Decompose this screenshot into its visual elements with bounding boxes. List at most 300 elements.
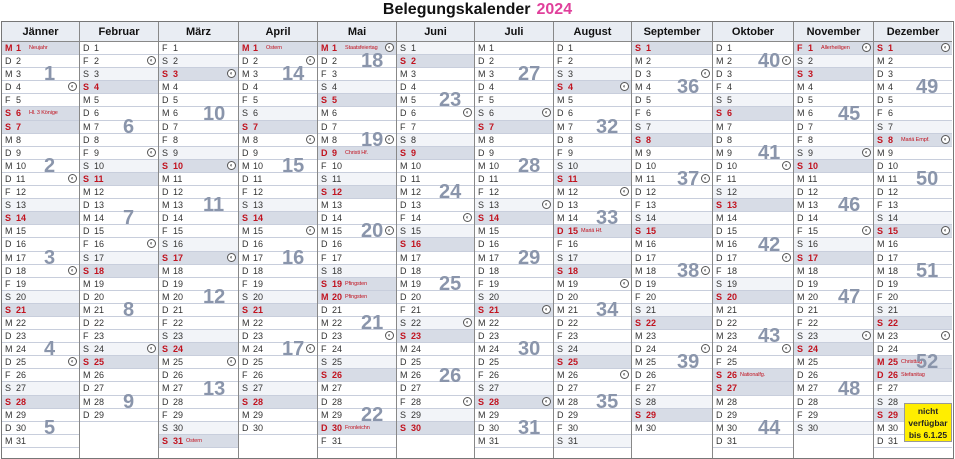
day-cell[interactable]: [397, 225, 474, 238]
day-cell[interactable]: [713, 409, 793, 422]
day-cell[interactable]: [713, 186, 793, 199]
day-cell[interactable]: [80, 252, 158, 265]
day-cell[interactable]: [632, 291, 712, 304]
day-cell[interactable]: [2, 356, 79, 369]
day-cell[interactable]: [632, 343, 712, 356]
day-cell[interactable]: [159, 212, 238, 225]
day-cell[interactable]: [794, 94, 873, 107]
day-cell[interactable]: [632, 396, 712, 409]
day-cell[interactable]: [2, 147, 79, 160]
day-cell[interactable]: [159, 356, 238, 369]
day-cell[interactable]: [475, 42, 553, 55]
day-cell[interactable]: [2, 435, 79, 448]
day-cell[interactable]: [874, 382, 952, 395]
day-cell[interactable]: [318, 435, 396, 448]
day-cell[interactable]: [2, 369, 79, 382]
day-cell[interactable]: [318, 186, 396, 199]
day-cell[interactable]: [318, 212, 396, 225]
day-cell[interactable]: [80, 369, 158, 382]
day-cell[interactable]: [632, 173, 712, 186]
day-cell[interactable]: [80, 147, 158, 160]
day-cell[interactable]: [239, 55, 317, 68]
day-cell[interactable]: [397, 265, 474, 278]
day-cell[interactable]: [239, 173, 317, 186]
day-cell[interactable]: [554, 81, 631, 94]
day-cell[interactable]: [874, 173, 952, 186]
day-cell[interactable]: [397, 94, 474, 107]
day-cell[interactable]: [632, 134, 712, 147]
day-cell[interactable]: [713, 304, 793, 317]
day-cell[interactable]: [80, 396, 158, 409]
day-cell[interactable]: [554, 160, 631, 173]
day-cell[interactable]: [874, 291, 952, 304]
day-cell[interactable]: [318, 55, 396, 68]
day-cell[interactable]: [794, 225, 873, 238]
day-cell[interactable]: [554, 252, 631, 265]
day-cell[interactable]: [397, 81, 474, 94]
day-cell[interactable]: [874, 252, 952, 265]
day-cell[interactable]: [713, 291, 793, 304]
day-cell[interactable]: [554, 278, 631, 291]
day-cell[interactable]: [713, 94, 793, 107]
day-cell[interactable]: [80, 225, 158, 238]
day-cell[interactable]: [159, 94, 238, 107]
day-cell[interactable]: [159, 225, 238, 238]
day-cell[interactable]: [554, 225, 631, 238]
day-cell[interactable]: [632, 94, 712, 107]
day-cell[interactable]: [475, 409, 553, 422]
day-cell[interactable]: [80, 278, 158, 291]
day-cell[interactable]: [318, 42, 396, 55]
day-cell[interactable]: [475, 160, 553, 173]
day-cell[interactable]: [80, 94, 158, 107]
day-cell[interactable]: [475, 107, 553, 120]
day-cell[interactable]: [794, 330, 873, 343]
day-cell[interactable]: [794, 173, 873, 186]
day-cell[interactable]: [475, 343, 553, 356]
day-cell[interactable]: [2, 81, 79, 94]
day-cell[interactable]: [80, 55, 158, 68]
day-cell[interactable]: [239, 186, 317, 199]
day-cell[interactable]: [794, 199, 873, 212]
day-cell[interactable]: [159, 121, 238, 134]
day-cell[interactable]: [794, 409, 873, 422]
day-cell[interactable]: [80, 409, 158, 422]
day-cell[interactable]: [397, 382, 474, 395]
day-cell[interactable]: [159, 186, 238, 199]
day-cell[interactable]: [874, 343, 952, 356]
day-cell[interactable]: [713, 369, 793, 382]
day-cell[interactable]: [397, 252, 474, 265]
day-cell[interactable]: [554, 212, 631, 225]
day-cell[interactable]: [80, 382, 158, 395]
day-cell[interactable]: [475, 147, 553, 160]
day-cell[interactable]: [554, 265, 631, 278]
day-cell[interactable]: [794, 265, 873, 278]
day-cell[interactable]: [159, 81, 238, 94]
day-cell[interactable]: [397, 369, 474, 382]
day-cell[interactable]: [239, 369, 317, 382]
day-cell[interactable]: [318, 409, 396, 422]
day-cell[interactable]: [397, 422, 474, 435]
day-cell[interactable]: [318, 382, 396, 395]
day-cell[interactable]: [554, 356, 631, 369]
day-cell[interactable]: [239, 317, 317, 330]
day-cell[interactable]: [2, 382, 79, 395]
day-cell[interactable]: [397, 409, 474, 422]
day-cell[interactable]: [632, 278, 712, 291]
day-cell[interactable]: [475, 369, 553, 382]
day-cell[interactable]: [874, 94, 952, 107]
day-cell[interactable]: [2, 265, 79, 278]
day-cell[interactable]: [874, 278, 952, 291]
day-cell[interactable]: [239, 160, 317, 173]
day-cell[interactable]: [318, 68, 396, 81]
day-cell[interactable]: [475, 134, 553, 147]
day-cell[interactable]: [554, 186, 631, 199]
day-cell[interactable]: [554, 343, 631, 356]
day-cell[interactable]: [159, 238, 238, 251]
day-cell[interactable]: [318, 225, 396, 238]
day-cell[interactable]: [159, 382, 238, 395]
day-cell[interactable]: [632, 304, 712, 317]
day-cell[interactable]: [713, 265, 793, 278]
day-cell[interactable]: [239, 265, 317, 278]
day-cell[interactable]: [554, 173, 631, 186]
day-cell[interactable]: [475, 304, 553, 317]
day-cell[interactable]: [318, 422, 396, 435]
day-cell[interactable]: [159, 369, 238, 382]
day-cell[interactable]: [397, 186, 474, 199]
day-cell[interactable]: [475, 291, 553, 304]
day-cell[interactable]: [794, 42, 873, 55]
day-cell[interactable]: [80, 343, 158, 356]
day-cell[interactable]: [794, 382, 873, 395]
day-cell[interactable]: [2, 68, 79, 81]
day-cell[interactable]: [475, 435, 553, 448]
day-cell[interactable]: [874, 147, 952, 160]
day-cell[interactable]: [554, 42, 631, 55]
day-cell[interactable]: [475, 94, 553, 107]
day-cell[interactable]: [239, 225, 317, 238]
day-cell[interactable]: [554, 317, 631, 330]
day-cell[interactable]: [159, 265, 238, 278]
day-cell[interactable]: [874, 369, 952, 382]
day-cell[interactable]: [239, 343, 317, 356]
day-cell[interactable]: [239, 291, 317, 304]
day-cell[interactable]: [239, 212, 317, 225]
day-cell[interactable]: [318, 369, 396, 382]
day-cell[interactable]: [2, 409, 79, 422]
day-cell[interactable]: [397, 147, 474, 160]
day-cell[interactable]: [159, 343, 238, 356]
day-cell[interactable]: [713, 382, 793, 395]
day-cell[interactable]: [475, 396, 553, 409]
day-cell[interactable]: [632, 42, 712, 55]
day-cell[interactable]: [475, 173, 553, 186]
day-cell[interactable]: [632, 330, 712, 343]
day-cell[interactable]: [397, 396, 474, 409]
day-cell[interactable]: [475, 68, 553, 81]
day-cell[interactable]: [159, 199, 238, 212]
day-cell[interactable]: [874, 238, 952, 251]
day-cell[interactable]: [159, 68, 238, 81]
day-cell[interactable]: [713, 107, 793, 120]
day-cell[interactable]: [80, 356, 158, 369]
day-cell[interactable]: [632, 317, 712, 330]
day-cell[interactable]: [80, 160, 158, 173]
day-cell[interactable]: [159, 409, 238, 422]
day-cell[interactable]: [475, 356, 553, 369]
day-cell[interactable]: [2, 238, 79, 251]
day-cell[interactable]: [80, 317, 158, 330]
day-cell[interactable]: [554, 396, 631, 409]
day-cell[interactable]: [554, 134, 631, 147]
day-cell[interactable]: [475, 225, 553, 238]
day-cell[interactable]: [397, 55, 474, 68]
day-cell[interactable]: [713, 317, 793, 330]
day-cell[interactable]: [397, 343, 474, 356]
day-cell[interactable]: [397, 238, 474, 251]
day-cell[interactable]: [794, 186, 873, 199]
day-cell[interactable]: [80, 238, 158, 251]
day-cell[interactable]: [397, 317, 474, 330]
day-cell[interactable]: [397, 173, 474, 186]
day-cell[interactable]: [80, 81, 158, 94]
day-cell[interactable]: [475, 186, 553, 199]
day-cell[interactable]: [713, 422, 793, 435]
day-cell[interactable]: [159, 55, 238, 68]
day-cell[interactable]: [794, 304, 873, 317]
day-cell[interactable]: [713, 225, 793, 238]
day-cell[interactable]: [794, 291, 873, 304]
day-cell[interactable]: [713, 343, 793, 356]
day-cell[interactable]: [318, 94, 396, 107]
day-cell[interactable]: [159, 147, 238, 160]
day-cell[interactable]: [239, 278, 317, 291]
day-cell[interactable]: [318, 291, 396, 304]
day-cell[interactable]: [159, 160, 238, 173]
day-cell[interactable]: [713, 42, 793, 55]
day-cell[interactable]: [874, 134, 952, 147]
day-cell[interactable]: [554, 422, 631, 435]
day-cell[interactable]: [80, 212, 158, 225]
day-cell[interactable]: [2, 94, 79, 107]
day-cell[interactable]: [713, 330, 793, 343]
day-cell[interactable]: [159, 422, 238, 435]
day-cell[interactable]: [80, 330, 158, 343]
day-cell[interactable]: [2, 278, 79, 291]
day-cell[interactable]: [2, 121, 79, 134]
day-cell[interactable]: [713, 435, 793, 448]
day-cell[interactable]: [318, 343, 396, 356]
day-cell[interactable]: [318, 278, 396, 291]
day-cell[interactable]: [318, 238, 396, 251]
day-cell[interactable]: [874, 199, 952, 212]
day-cell[interactable]: [632, 55, 712, 68]
day-cell[interactable]: [2, 199, 79, 212]
day-cell[interactable]: [318, 147, 396, 160]
day-cell[interactable]: [239, 330, 317, 343]
day-cell[interactable]: [397, 68, 474, 81]
day-cell[interactable]: [632, 225, 712, 238]
day-cell[interactable]: [2, 252, 79, 265]
day-cell[interactable]: [159, 42, 238, 55]
day-cell[interactable]: [239, 107, 317, 120]
day-cell[interactable]: [159, 291, 238, 304]
day-cell[interactable]: [874, 356, 952, 369]
day-cell[interactable]: [554, 409, 631, 422]
day-cell[interactable]: [632, 369, 712, 382]
day-cell[interactable]: [794, 147, 873, 160]
day-cell[interactable]: [318, 330, 396, 343]
day-cell[interactable]: [475, 265, 553, 278]
day-cell[interactable]: [318, 81, 396, 94]
day-cell[interactable]: [794, 317, 873, 330]
day-cell[interactable]: [475, 55, 553, 68]
day-cell[interactable]: [713, 55, 793, 68]
day-cell[interactable]: [2, 330, 79, 343]
day-cell[interactable]: [874, 304, 952, 317]
day-cell[interactable]: [475, 252, 553, 265]
day-cell[interactable]: [2, 55, 79, 68]
day-cell[interactable]: [318, 160, 396, 173]
day-cell[interactable]: [713, 199, 793, 212]
day-cell[interactable]: [713, 212, 793, 225]
day-cell[interactable]: [2, 173, 79, 186]
day-cell[interactable]: [794, 422, 873, 435]
day-cell[interactable]: [2, 396, 79, 409]
day-cell[interactable]: [794, 81, 873, 94]
day-cell[interactable]: [2, 343, 79, 356]
day-cell[interactable]: [159, 252, 238, 265]
day-cell[interactable]: [397, 291, 474, 304]
day-cell[interactable]: [475, 81, 553, 94]
day-cell[interactable]: [239, 147, 317, 160]
day-cell[interactable]: [794, 212, 873, 225]
day-cell[interactable]: [632, 81, 712, 94]
day-cell[interactable]: [159, 317, 238, 330]
day-cell[interactable]: [397, 121, 474, 134]
day-cell[interactable]: [239, 422, 317, 435]
day-cell[interactable]: [397, 278, 474, 291]
day-cell[interactable]: [475, 212, 553, 225]
day-cell[interactable]: [397, 107, 474, 120]
day-cell[interactable]: [632, 382, 712, 395]
day-cell[interactable]: [874, 317, 952, 330]
day-cell[interactable]: [874, 55, 952, 68]
day-cell[interactable]: [318, 134, 396, 147]
day-cell[interactable]: [874, 186, 952, 199]
day-cell[interactable]: [713, 173, 793, 186]
day-cell[interactable]: [397, 356, 474, 369]
day-cell[interactable]: [794, 238, 873, 251]
day-cell[interactable]: [874, 121, 952, 134]
day-cell[interactable]: [80, 42, 158, 55]
day-cell[interactable]: [794, 134, 873, 147]
day-cell[interactable]: [874, 330, 952, 343]
day-cell[interactable]: [874, 160, 952, 173]
day-cell[interactable]: [2, 291, 79, 304]
day-cell[interactable]: [397, 304, 474, 317]
day-cell[interactable]: [239, 238, 317, 251]
day-cell[interactable]: [554, 369, 631, 382]
day-cell[interactable]: [554, 121, 631, 134]
day-cell[interactable]: [80, 134, 158, 147]
day-cell[interactable]: [2, 225, 79, 238]
day-cell[interactable]: [713, 160, 793, 173]
day-cell[interactable]: [318, 304, 396, 317]
day-cell[interactable]: [159, 396, 238, 409]
day-cell[interactable]: [318, 265, 396, 278]
day-cell[interactable]: [554, 382, 631, 395]
day-cell[interactable]: [397, 199, 474, 212]
day-cell[interactable]: [794, 68, 873, 81]
day-cell[interactable]: [80, 304, 158, 317]
day-cell[interactable]: [239, 396, 317, 409]
day-cell[interactable]: [874, 68, 952, 81]
day-cell[interactable]: [874, 107, 952, 120]
day-cell[interactable]: [554, 330, 631, 343]
day-cell[interactable]: [318, 396, 396, 409]
day-cell[interactable]: [632, 121, 712, 134]
day-cell[interactable]: [632, 107, 712, 120]
day-cell[interactable]: [713, 356, 793, 369]
day-cell[interactable]: [554, 291, 631, 304]
day-cell[interactable]: [80, 173, 158, 186]
day-cell[interactable]: [475, 278, 553, 291]
day-cell[interactable]: [632, 212, 712, 225]
day-cell[interactable]: [159, 107, 238, 120]
day-cell[interactable]: [874, 81, 952, 94]
day-cell[interactable]: [632, 265, 712, 278]
day-cell[interactable]: [713, 238, 793, 251]
day-cell[interactable]: [2, 422, 79, 435]
day-cell[interactable]: [794, 252, 873, 265]
day-cell[interactable]: [713, 121, 793, 134]
day-cell[interactable]: [632, 238, 712, 251]
day-cell[interactable]: [475, 238, 553, 251]
day-cell[interactable]: [159, 330, 238, 343]
day-cell[interactable]: [874, 42, 952, 55]
day-cell[interactable]: [632, 422, 712, 435]
day-cell[interactable]: [475, 422, 553, 435]
day-cell[interactable]: [318, 317, 396, 330]
day-cell[interactable]: [318, 107, 396, 120]
day-cell[interactable]: [475, 330, 553, 343]
day-cell[interactable]: [2, 160, 79, 173]
day-cell[interactable]: [159, 304, 238, 317]
day-cell[interactable]: [239, 252, 317, 265]
day-cell[interactable]: [794, 121, 873, 134]
day-cell[interactable]: [159, 173, 238, 186]
day-cell[interactable]: [632, 68, 712, 81]
day-cell[interactable]: [632, 147, 712, 160]
day-cell[interactable]: [554, 55, 631, 68]
day-cell[interactable]: [239, 199, 317, 212]
day-cell[interactable]: [239, 382, 317, 395]
day-cell[interactable]: [713, 252, 793, 265]
day-cell[interactable]: [554, 68, 631, 81]
day-cell[interactable]: [2, 42, 79, 55]
day-cell[interactable]: [239, 42, 317, 55]
day-cell[interactable]: [713, 68, 793, 81]
day-cell[interactable]: [713, 81, 793, 94]
day-cell[interactable]: [239, 134, 317, 147]
day-cell[interactable]: [874, 265, 952, 278]
day-cell[interactable]: [794, 160, 873, 173]
day-cell[interactable]: [318, 121, 396, 134]
